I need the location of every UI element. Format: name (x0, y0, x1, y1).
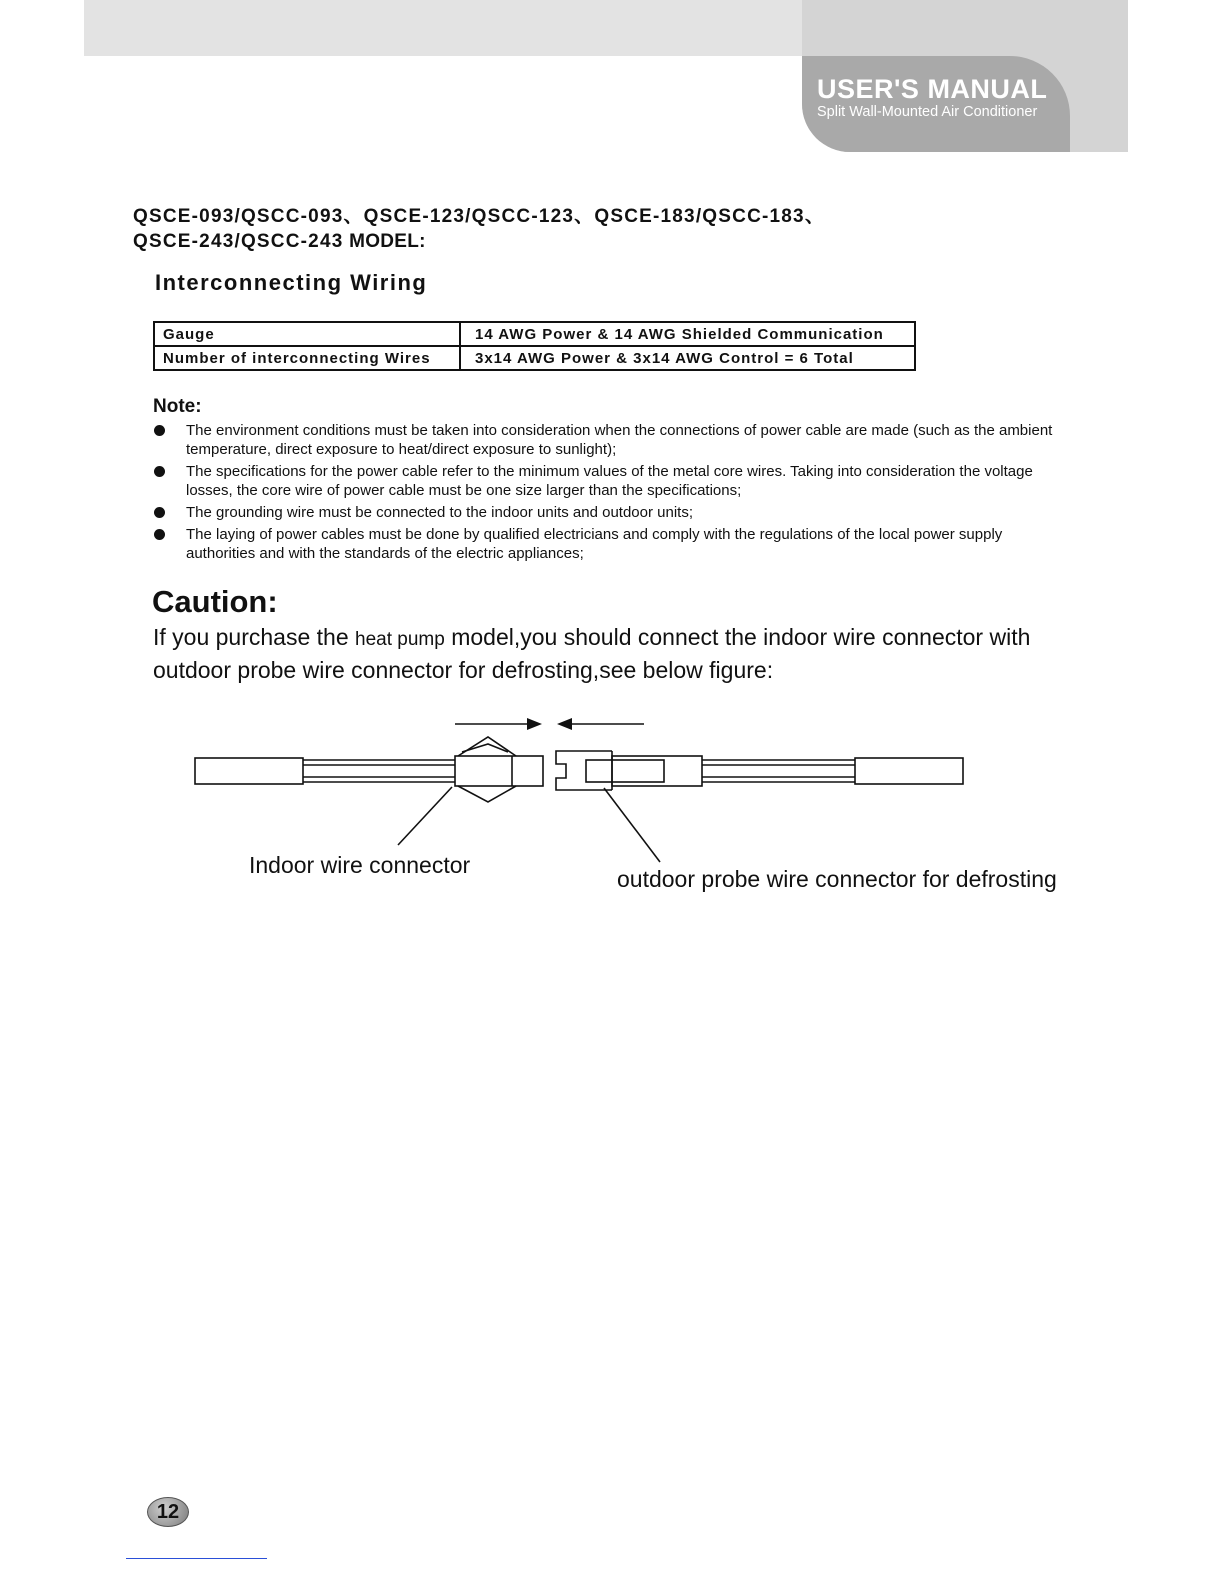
bullet-icon (154, 529, 165, 540)
list-item (150, 462, 1060, 500)
indoor-connector-latch-top (458, 737, 516, 756)
indoor-connector-latch-bottom (458, 786, 516, 802)
table-cell-label: Number of interconnecting Wires (154, 346, 460, 370)
note-text: The specifications for the power cable refer to the minimum values of the metal core wires. Taking into consideration the voltage losses, the core wire of power cable must be one size larger than the specifications; (186, 463, 1033, 499)
indoor-connector-body (455, 756, 543, 786)
table-row (154, 322, 915, 346)
indoor-leader-line (398, 787, 452, 845)
outdoor-cable-end (855, 758, 963, 784)
outdoor-connector-socket (586, 760, 664, 782)
table-cell-label: Gauge (154, 322, 460, 346)
note-label: Note: (153, 396, 202, 417)
manual-title: USER'S MANUAL (817, 74, 1048, 104)
arrow-left-icon (557, 718, 572, 730)
caution-text-part2: model,you should connect the indoor wire connector with outdoor probe wire connector for defrosting,see below figure: (153, 624, 1031, 683)
footer-line (126, 1558, 267, 1559)
list-item (150, 525, 1060, 563)
note-list (150, 421, 1060, 566)
page-number-badge (147, 1497, 189, 1527)
caution-title: Caution: (152, 584, 278, 619)
outdoor-leader-line (604, 788, 660, 862)
caution-text (153, 622, 1093, 686)
list-item (150, 421, 1060, 459)
table-cell-value: 14 AWG Power & 14 AWG Shielded Communication (460, 322, 915, 346)
page-number: 12 (156, 1500, 180, 1523)
outdoor-connector-shell (556, 751, 612, 790)
bullet-icon (154, 507, 165, 518)
bullet-icon (154, 466, 165, 477)
outdoor-connector-label: outdoor probe wire connector for defrosting (617, 866, 1057, 892)
model-list-line-2-models: QSCE-243/QSCC-243 (133, 231, 344, 252)
section-title: Interconnecting Wiring (155, 270, 428, 295)
manual-subtitle: Split Wall-Mounted Air Conditioner (817, 104, 1038, 120)
note-text: The grounding wire must be connected to the indoor units and outdoor units; (186, 504, 693, 521)
bullet-icon (154, 425, 165, 436)
note-text: The laying of power cables must be done by qualified electricians and comply with the regulations of the local power supply authorities and with the standards of the electric appliances; (186, 526, 1003, 562)
list-item (150, 503, 1060, 522)
caution-text-part1: If you purchase the (153, 624, 356, 650)
model-label: MODEL: (343, 231, 426, 252)
arrow-right-icon (527, 718, 542, 730)
note-text: The environment conditions must be taken into consideration when the connections of power cable are made (such as the ambient temperature, direct exposure to heat/direct exposure to sunlight); (186, 422, 1053, 458)
indoor-connector-label: Indoor wire connector (249, 852, 471, 878)
table-cell-value: 3x14 AWG Power & 3x14 AWG Control = 6 Total (460, 346, 915, 370)
model-list-line-1: QSCE-093/QSCC-093、QSCE-123/QSCC-123、QSCE-183/QSCC-183、 (133, 206, 826, 227)
model-list-line-2 (133, 231, 426, 253)
wiring-spec-table (153, 321, 916, 371)
indoor-cable-end (195, 758, 303, 784)
table-row (154, 346, 915, 370)
caution-text-heat-pump: heat pump (355, 629, 445, 650)
